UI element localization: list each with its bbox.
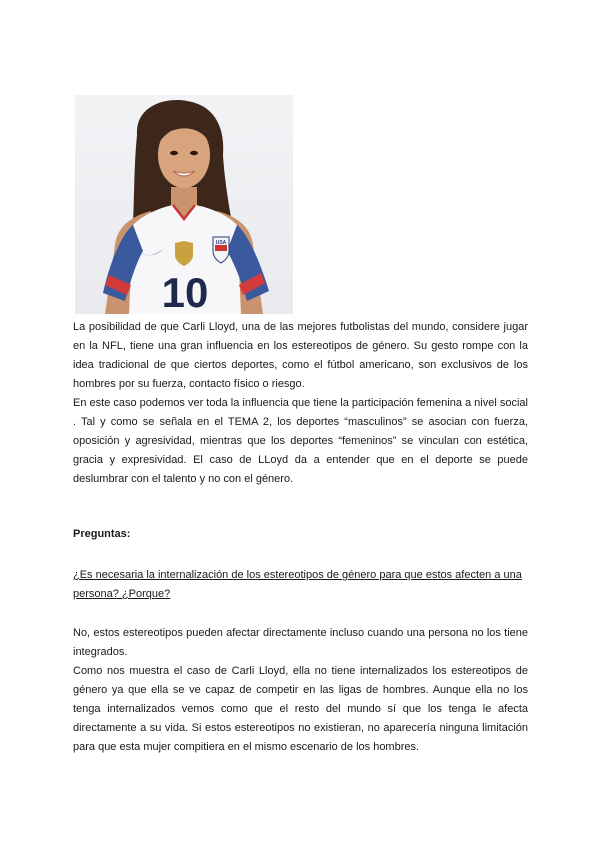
- answer-paragraph-1: No, estos estereotipos pueden afectar directamente incluso cuando una persona no los tiene integrados.: [73, 627, 528, 658]
- shirt-number: 10: [161, 269, 209, 314]
- paragraph-1: La posibilidad de que Carli Lloyd, una de las mejores futbolistas del mundo, considere jugar en la NFL, tiene una gran influencia en los estereotipos de género. Su gesto rompe con la idea tradicional de que ciertos deportes, como el fútbol americano, son exclusivos de los hombres por su fuerza, contacto físico o riesgo.: [73, 321, 528, 390]
- question-1: ¿Es necesaria la internalización de los estereotipos de género para que estos afecten a una persona? ¿Porque?: [73, 569, 522, 600]
- player-photo: [75, 95, 293, 314]
- crest-text: USA: [215, 240, 227, 246]
- questions-heading: Preguntas:: [73, 528, 131, 540]
- answer-paragraph-2: Como nos muestra el caso de Carli Lloyd, ella no tiene internalizados los estereotipos de género ya que ella se ve capaz de competir en las ligas de hombres. Aunque ella no los tenga internalizados vemos como que el resto del mundo sí que los tenga le afecta directamente a su vida. Si estos estereotipos no existieran, no aparecería ninguna limitación para que esta mujer compitiera en el mismo escenario de los hombres.: [73, 665, 528, 753]
- paragraph-2: En este caso podemos ver toda la influencia que tiene la participación femenina a nivel social . Tal y como se señala en el TEMA 2, los deportes “masculinos” se asocian con fuerza, oposición y agresividad, mientras que los deportes “femeninos” se vinculan con estética, gracia y expresividad. El caso de LLoyd da a entender que en el deporte se puede deslumbrar con el talento y no con el género.: [73, 397, 528, 485]
